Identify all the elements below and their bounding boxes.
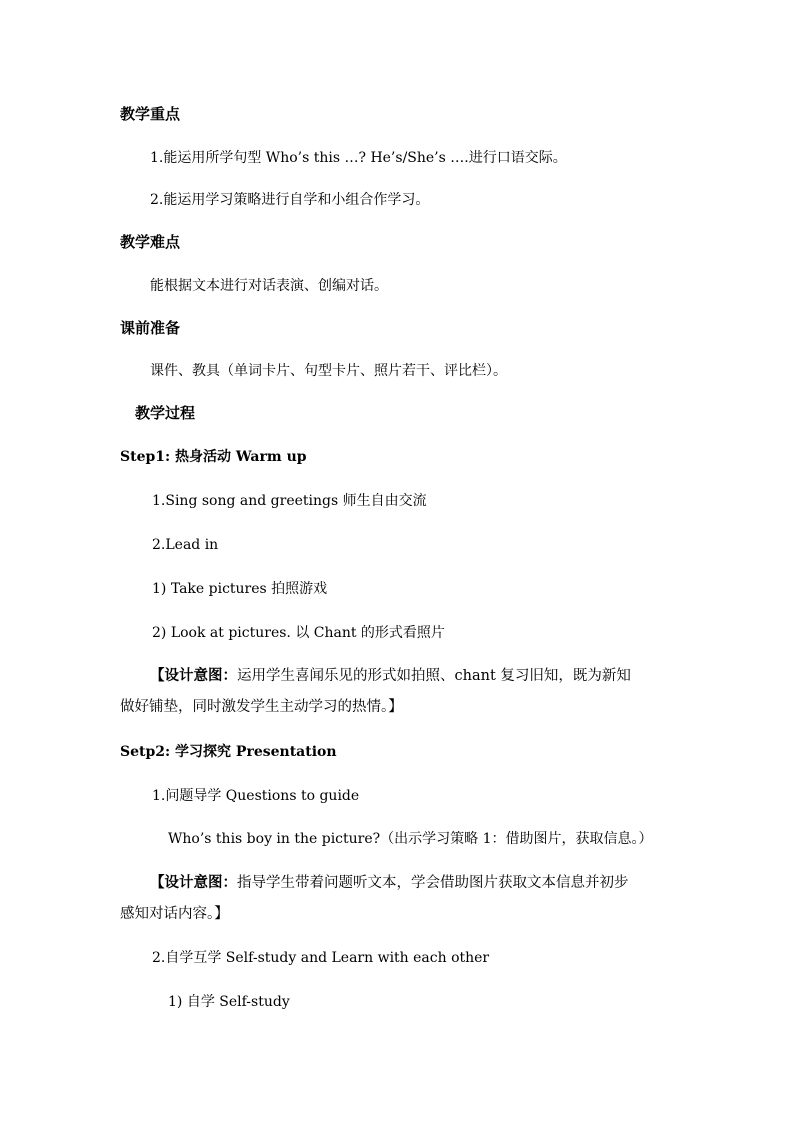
design-intent-text: 运用学生喜闻乐见的形式如拍照、chant 复习旧知，既为新知 bbox=[237, 668, 631, 684]
step2-title: Setp2: 学习探究 Presentation bbox=[120, 744, 337, 760]
key-point-item: 2.能运用学习策略进行自学和小组合作学习。 bbox=[150, 192, 430, 208]
key-point-item: 1.能运用所学句型 Who’s this …? He’s/She’s ….进行口语交际。 bbox=[150, 150, 567, 166]
design-intent-label: 【设计意图： bbox=[150, 874, 237, 891]
step2-item: 2.自学互学 Self-study and Learn with each other bbox=[152, 950, 490, 966]
difficult-points-text: 能根据文本进行对话表演、创编对话。 bbox=[150, 278, 388, 294]
step2-item: 1) 自学 Self-study bbox=[168, 994, 290, 1010]
step1-design-intent-cont: 做好铺垫，同时激发学生主动学习的热情。】 bbox=[120, 699, 403, 715]
step1-item: 1) Take pictures 拍照游戏 bbox=[152, 581, 328, 597]
step2-item: 1.问题导学 Questions to guide bbox=[152, 788, 360, 804]
step1-item: 2.Lead in bbox=[152, 537, 219, 553]
section-heading-process: 教学过程 bbox=[135, 404, 196, 422]
section-heading-difficult-points: 教学难点 bbox=[120, 233, 181, 251]
section-heading-key-points: 教学重点 bbox=[120, 105, 181, 123]
step2-design-intent bbox=[150, 873, 629, 893]
step1-design-intent bbox=[150, 666, 631, 686]
step2-design-intent-cont: 感知对话内容。】 bbox=[120, 906, 229, 922]
step2-item: Who’s this boy in the picture?（出示学习策略 1：借助图片，获取信息。） bbox=[168, 831, 653, 847]
design-intent-label: 【设计意图： bbox=[150, 667, 237, 684]
step1-item: 1.Sing song and greetings 师生自由交流 bbox=[152, 493, 427, 509]
step1-item: 2) Look at pictures. 以 Chant 的形式看照片 bbox=[152, 625, 445, 641]
step1-title: Step1: 热身活动 Warm up bbox=[120, 449, 307, 465]
preparation-text: 课件、教具（单词卡片、句型卡片、照片若干、评比栏）。 bbox=[150, 363, 507, 379]
design-intent-text: 指导学生带着问题听文本，学会借助图片获取文本信息并初步 bbox=[237, 875, 629, 891]
section-heading-preparation: 课前准备 bbox=[120, 319, 181, 337]
